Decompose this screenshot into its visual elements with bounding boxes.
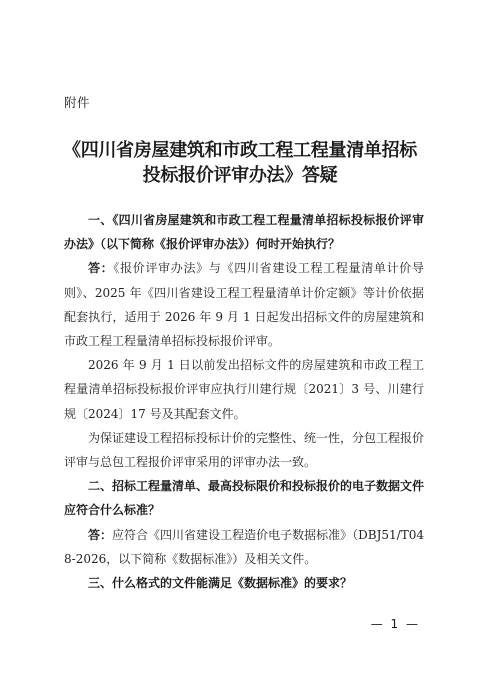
question-3: 三、什么格式的文件能满足《数据标准》的要求？ [88, 576, 353, 591]
answer-1-paragraph-2: 2026 年 9 月 1 日以前发出招标文件的房屋建筑和市政工程工程量清单招标投标报价评审应执行川建行规〔2021〕3 号、川建行规〔2024〕17 号及其配套文件。 [64, 358, 424, 421]
answer-2-text-1: 应符合《四川省建设工程造价电子数据标准》（DBJ51/T048-2026，以下简称《数据标准》）及相关文件。 [64, 527, 424, 566]
answer-2-label: 答： [88, 527, 113, 542]
document-title-line-2: 投标报价评审办法》答疑 [142, 165, 338, 186]
question-2: 二、招标工程量清单、最高投标限价和投标报价的电子数据文件应符合什么标准？ [64, 479, 425, 518]
answer-1-paragraph-1 [64, 256, 424, 353]
answer-1-paragraph-3: 为保证建设工程招标投标计价的完整性、统一性，分包工程报价评审与总包工程报价评审采用的评审办法一致。 [64, 430, 425, 470]
document-title-line-1: 《四川省房屋建筑和市政工程工程量清单招标 [63, 140, 417, 161]
page-number: — 1 — [370, 617, 420, 631]
attachment-label: 附件 [64, 95, 91, 110]
document-body [64, 208, 424, 595]
answer-1-text-1: 《报价评审办法》与《四川省建设工程工程量清单计价导则》、2025 年《四川省建设工程工程量清单计价定额》等计价依据配套执行，适用于 2026 年 9 月 1 日起发出招标文件的房屋建筑和市政工程工程量清单招标投标报价评审。 [64, 261, 424, 349]
answer-1-label: 答： [88, 261, 114, 276]
question-1: 一、《四川省房屋建筑和市政工程工程量清单招标投标报价评审办法》（以下简称《报价评审办法》）何时开始执行？ [64, 213, 424, 252]
answer-2-paragraph-1 [64, 523, 424, 571]
